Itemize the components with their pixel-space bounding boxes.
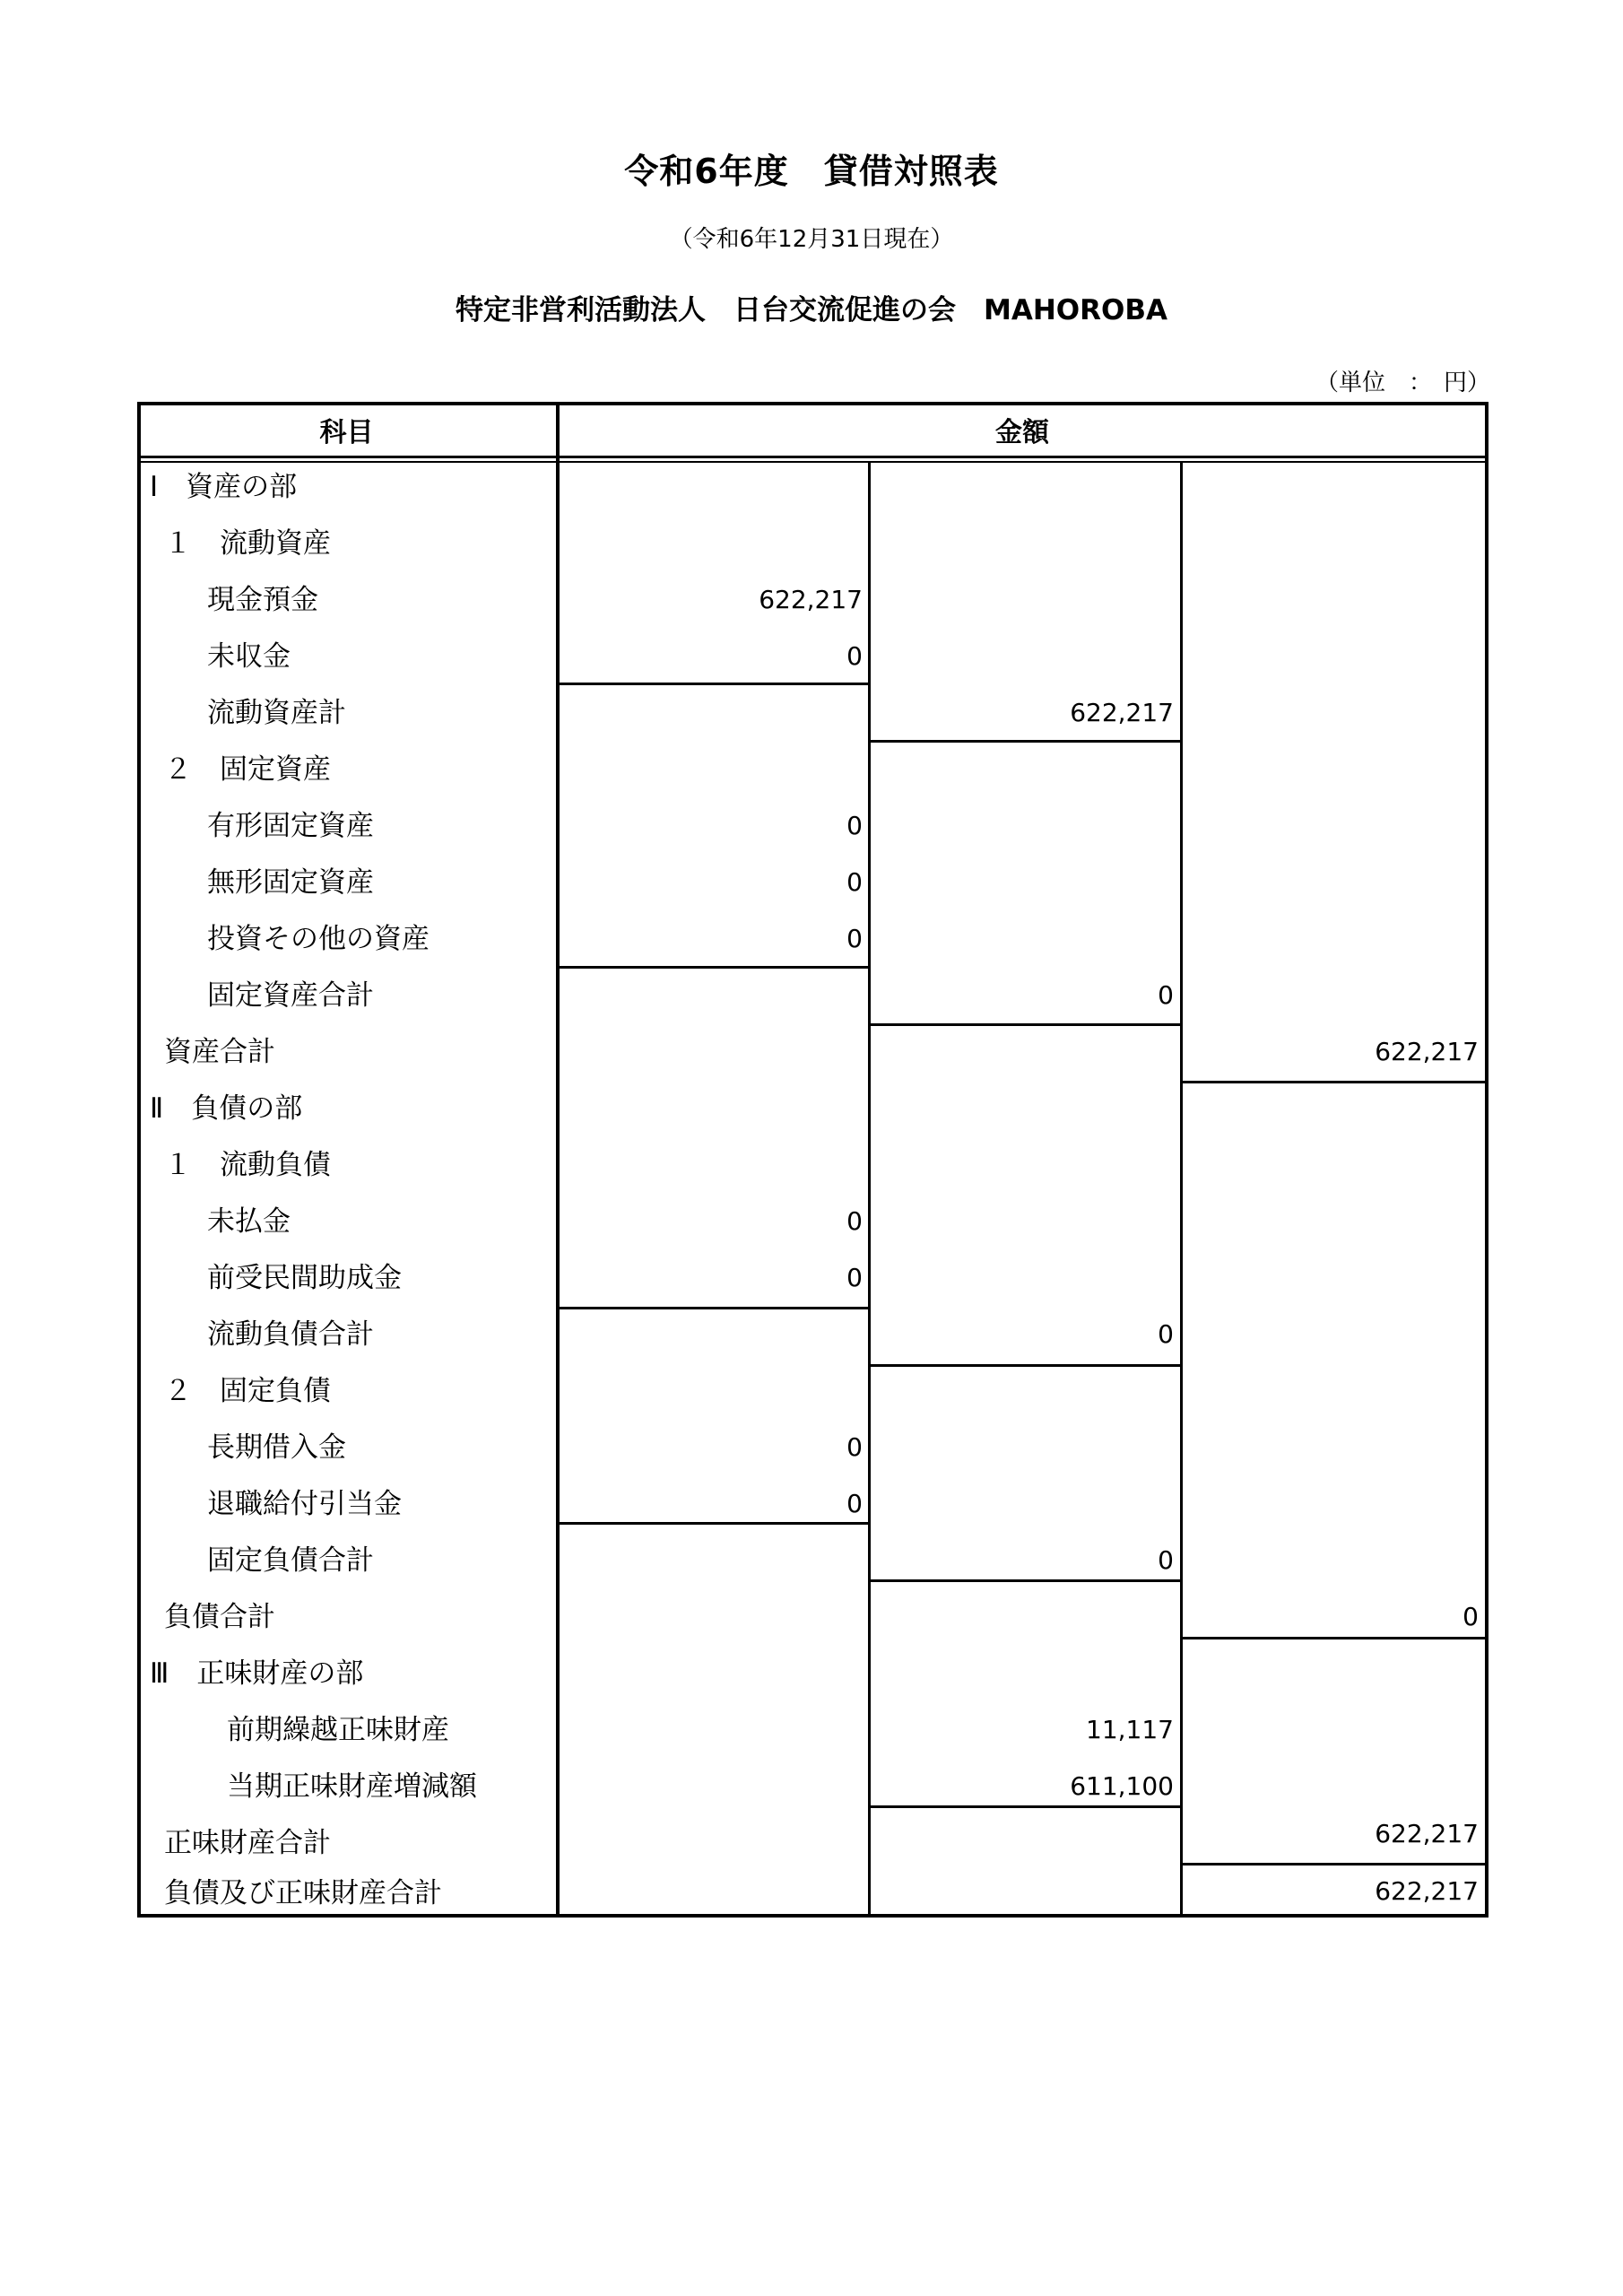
row-label-net-assets-change: 当期正味財産増減額 <box>227 1770 477 1803</box>
col2-rule <box>871 1023 1180 1026</box>
row-label-liabilities-section: Ⅱ 負債の部 <box>150 1092 303 1125</box>
amount-receivables: 0 <box>846 641 863 671</box>
amount-accounts-payable: 0 <box>846 1206 863 1236</box>
table-border-right <box>1485 402 1488 1918</box>
amount-retirement-allowance: 0 <box>846 1489 863 1518</box>
col2-rule <box>871 1364 1180 1367</box>
row-label-current-assets-total: 流動資産計 <box>207 697 346 729</box>
balance-sheet-table <box>137 402 1488 1918</box>
amount-tangible-fixed-assets: 0 <box>846 811 863 840</box>
row-label-liabilities-net-assets-total: 負債及び正味財産合計 <box>164 1877 442 1909</box>
row-label-net-assets-total: 正味財産合計 <box>164 1827 331 1859</box>
header-subject: 科目 <box>319 417 374 448</box>
row-label-investments-other: 投資その他の資産 <box>207 923 430 955</box>
amount-fixed-liabilities-total: 0 <box>1158 1545 1174 1575</box>
row-label-prior-net-assets: 前期繰越正味財産 <box>227 1714 449 1746</box>
amount-prior-net-assets: 11,117 <box>1086 1715 1174 1744</box>
as-of-date: （令和6年12月31日現在） <box>669 226 954 253</box>
document-title: 令和6年度 貸借対照表 <box>624 152 999 191</box>
organization-name: 特定非営利活動法人 日台交流促進の会 MAHOROBA <box>456 294 1167 326</box>
table-border-left <box>137 402 141 1918</box>
row-label-receivables: 未収金 <box>207 640 291 673</box>
amount-assets-total: 622,217 <box>1375 1037 1479 1066</box>
col1-rule <box>560 1307 868 1309</box>
row-label-current-liabilities: １ 流動負債 <box>164 1149 331 1181</box>
amount-cash-deposits: 622,217 <box>759 585 863 614</box>
row-label-tangible-fixed-assets: 有形固定資産 <box>207 810 374 842</box>
header-rule-2 <box>137 461 1488 463</box>
amount-current-liabilities-total: 0 <box>1158 1319 1174 1349</box>
amount-divider-2 <box>1180 463 1183 1918</box>
row-label-net-assets-section: Ⅲ 正味財産の部 <box>150 1657 364 1690</box>
amount-investments-other: 0 <box>846 924 863 953</box>
row-label-cash-deposits: 現金預金 <box>207 584 318 616</box>
row-label-current-assets: １ 流動資産 <box>164 527 331 560</box>
col3-rule <box>1183 1081 1485 1083</box>
amount-liabilities-total: 0 <box>1462 1602 1479 1631</box>
row-label-fixed-liabilities: ２ 固定負債 <box>164 1375 331 1407</box>
amount-liabilities-net-assets-total: 622,217 <box>1375 1876 1479 1906</box>
amount-current-assets-total: 622,217 <box>1070 698 1174 727</box>
amount-divider-1 <box>868 463 871 1918</box>
amount-net-assets-total: 622,217 <box>1375 1819 1479 1848</box>
row-label-fixed-assets-total: 固定資産合計 <box>207 979 374 1012</box>
row-label-long-term-loans: 長期借入金 <box>207 1431 346 1464</box>
amount-advance-grants: 0 <box>846 1263 863 1292</box>
row-label-fixed-assets: ２ 固定資産 <box>164 753 331 786</box>
row-label-liabilities-total: 負債合計 <box>164 1601 275 1633</box>
row-label-current-liabilities-total: 流動負債合計 <box>207 1318 374 1351</box>
header-amount: 金額 <box>995 417 1049 448</box>
amount-long-term-loans: 0 <box>846 1432 863 1462</box>
row-label-intangible-fixed-assets: 無形固定資産 <box>207 866 374 899</box>
row-label-assets-total: 資産合計 <box>164 1036 275 1068</box>
amount-intangible-fixed-assets: 0 <box>846 867 863 897</box>
row-label-retirement-allowance: 退職給付引当金 <box>207 1488 402 1520</box>
amount-fixed-assets-total: 0 <box>1158 980 1174 1010</box>
row-label-accounts-payable: 未払金 <box>207 1205 291 1238</box>
unit-note: （単位 ： 円） <box>1315 370 1490 396</box>
amount-net-assets-change: 611,100 <box>1070 1771 1174 1801</box>
row-label-fixed-liabilities-total: 固定負債合計 <box>207 1544 374 1577</box>
row-label-assets-section: Ⅰ 資産の部 <box>150 471 298 503</box>
row-label-advance-grants: 前受民間助成金 <box>207 1262 402 1294</box>
